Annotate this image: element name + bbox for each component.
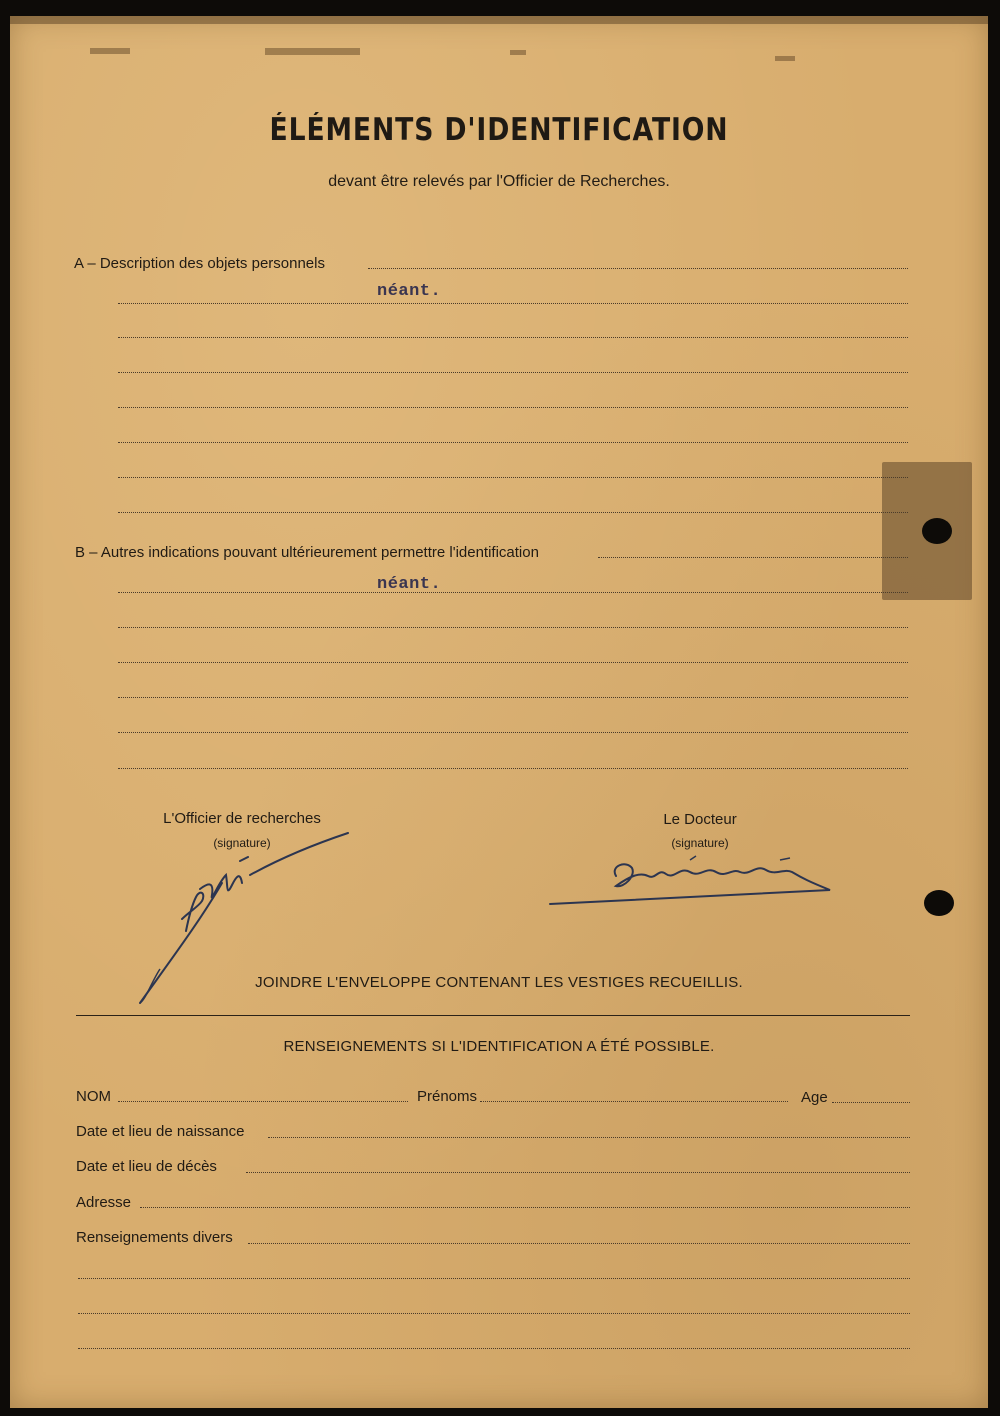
section-b-typed-value: néant.: [377, 575, 442, 594]
section-divider: [76, 1015, 910, 1016]
tape-remnant: [265, 48, 360, 55]
dotted-line: [118, 512, 908, 513]
dotted-line: [118, 592, 908, 593]
dotted-line: [78, 1348, 910, 1349]
officer-signature-sub: (signature): [213, 836, 271, 850]
tape-remnant: [510, 50, 526, 55]
punch-hole: [922, 518, 952, 544]
dotted-line: [78, 1313, 910, 1314]
dotted-line: [118, 372, 908, 373]
adresse-label: Adresse: [76, 1194, 132, 1211]
naissance-label: Date et lieu de naissance: [76, 1123, 245, 1140]
prenoms-label: Prénoms: [417, 1088, 478, 1105]
page-subtitle: devant être relevés par l'Officier de Recherches.: [328, 173, 670, 190]
dotted-line: [118, 662, 908, 663]
form-sheet: [10, 16, 988, 1408]
nom-label: NOM: [76, 1088, 111, 1105]
section-a-label: A – Description des objets personnels: [74, 255, 325, 272]
dotted-line: [598, 557, 908, 558]
age-label: Age: [801, 1089, 828, 1106]
instruction-text: JOINDRE L'ENVELOPPE CONTENANT LES VESTIGES RECUEILLIS.: [255, 974, 743, 991]
dotted-line: [118, 303, 908, 304]
torn-edge: [10, 16, 988, 24]
nom-field-line: [118, 1101, 408, 1102]
identification-heading: RENSEIGNEMENTS SI L'IDENTIFICATION A ÉTÉ POSSIBLE.: [283, 1038, 715, 1055]
dotted-line: [118, 768, 908, 769]
dotted-line: [118, 337, 908, 338]
doctor-signature-sub: (signature): [671, 836, 729, 850]
deces-field-line: [246, 1172, 910, 1173]
dotted-line: [118, 627, 908, 628]
punch-hole: [924, 890, 954, 916]
tape-remnant: [90, 48, 130, 54]
officer-signature-title: L'Officier de recherches: [163, 810, 321, 827]
prenoms-field-line: [480, 1101, 788, 1102]
doctor-signature-image: [540, 846, 850, 916]
dotted-line: [118, 442, 908, 443]
age-field-line: [832, 1102, 910, 1103]
tape-remnant: [775, 56, 795, 61]
dotted-line: [78, 1278, 910, 1279]
page-title: ÉLÉMENTS D'IDENTIFICATION: [269, 112, 729, 148]
divers-label: Renseignements divers: [76, 1229, 233, 1246]
deces-label: Date et lieu de décès: [76, 1158, 217, 1175]
dotted-line: [118, 732, 908, 733]
doctor-signature-title: Le Docteur: [663, 811, 737, 828]
section-a-typed-value: néant.: [377, 282, 442, 301]
section-b-label: B – Autres indications pouvant ultérieurement permettre l'identification: [75, 544, 539, 561]
adresse-field-line: [140, 1207, 910, 1208]
dotted-line: [118, 407, 908, 408]
dotted-line: [368, 268, 908, 269]
naissance-field-line: [268, 1137, 910, 1138]
dotted-line: [118, 697, 908, 698]
dotted-line: [118, 477, 908, 478]
divers-field-line: [248, 1243, 910, 1244]
